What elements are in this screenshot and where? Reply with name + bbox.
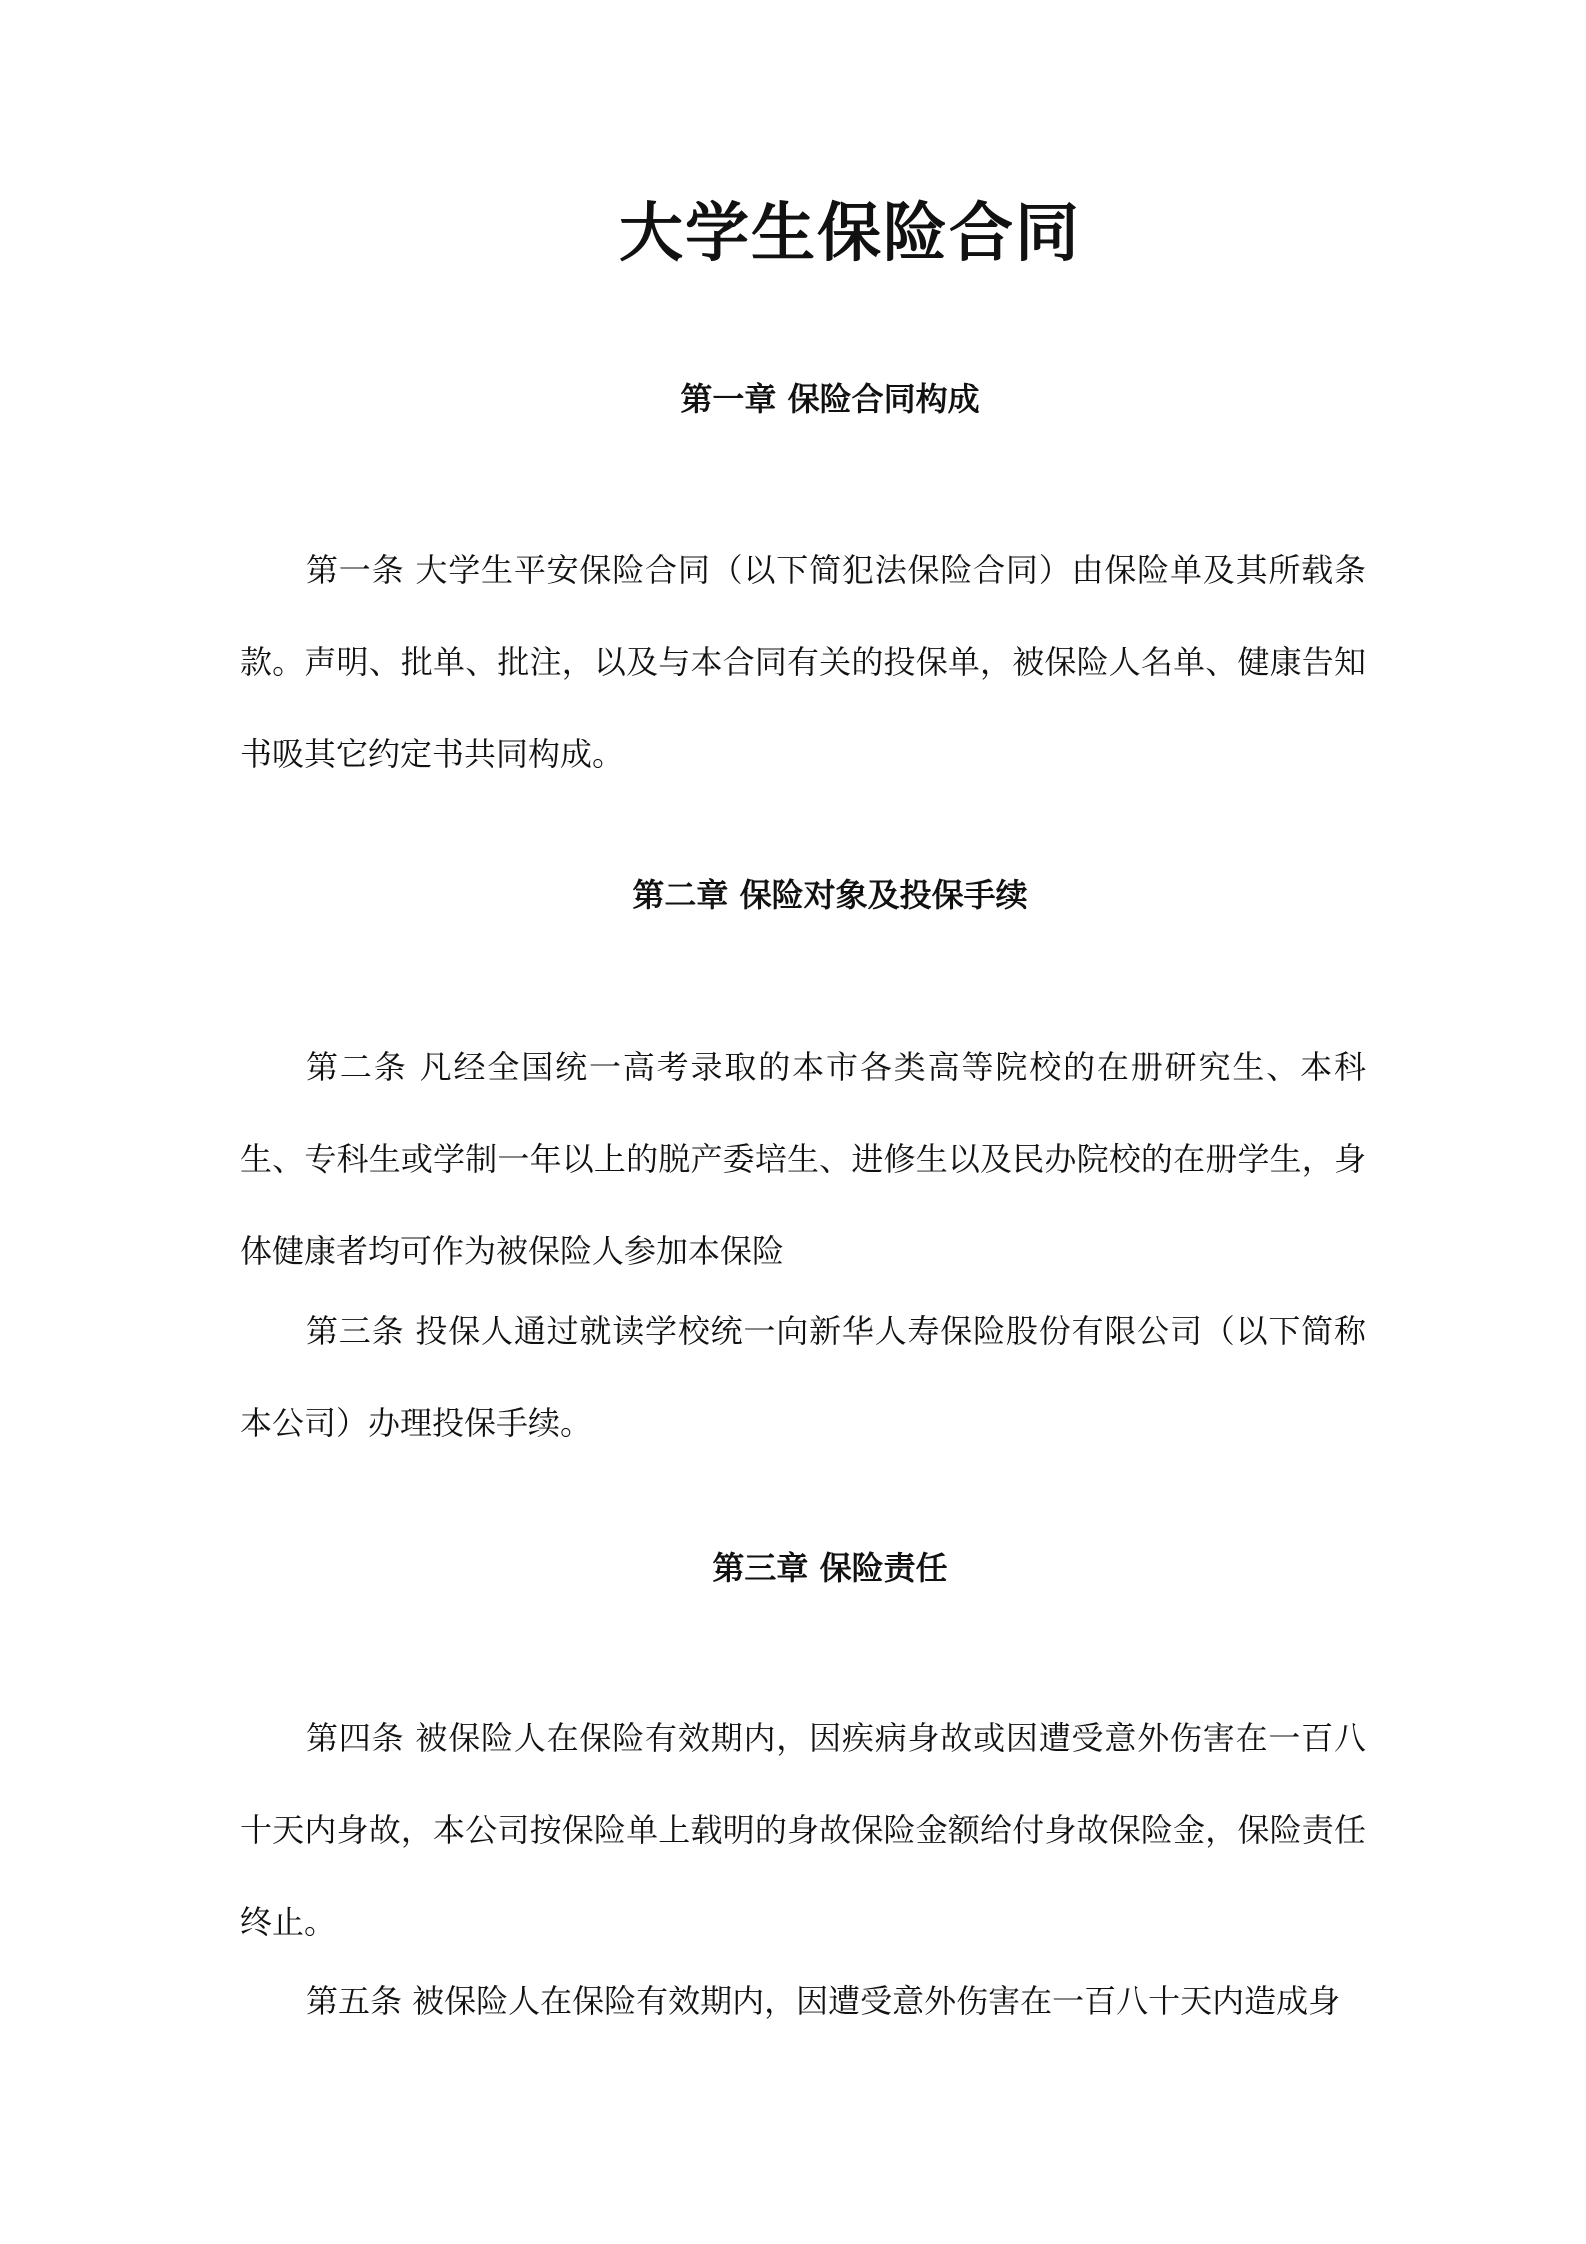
chapter-3-heading: 第三章 保险责任 bbox=[712, 1549, 948, 1587]
document-title: 大学生保险合同 bbox=[619, 197, 1081, 271]
chapter-2-heading: 第二章 保险对象及投保手续 bbox=[632, 876, 1028, 914]
article-1: 第一条 大学生平安保险合同（以下简犯法保险合同）由保险单及其所载条款。声明、批单、批注，以及与本合同有关的投保单，被保险人名单、健康告知书吸其它约定书共同构成。 bbox=[240, 551, 1366, 773]
article-4: 第四条 被保险人在保险有效期内，因疾病身故或因遭受意外伤害在一百八十天内身故，本公司按保险单上载明的身故保险金额给付身故保险金，保险责任终止。 bbox=[240, 1719, 1366, 1941]
article-2: 第二条 凡经全国统一高考录取的本市各类高等院校的在册研究生、本科生、专科生或学制一年以上的脱产委培生、进修生以及民办院校的在册学生，身体健康者均可作为被保险人参加本保险 bbox=[240, 1048, 1366, 1270]
article-3: 第三条 投保人通过就读学校统一向新华人寿保险股份有限公司（以下简称本公司）办理投保手续。 bbox=[240, 1312, 1366, 1442]
article-5: 第五条 被保险人在保险有效期内，因遭受意外伤害在一百八十天内造成身 bbox=[306, 1982, 1341, 2020]
chapter-1-heading: 第一章 保险合同构成 bbox=[680, 380, 980, 418]
